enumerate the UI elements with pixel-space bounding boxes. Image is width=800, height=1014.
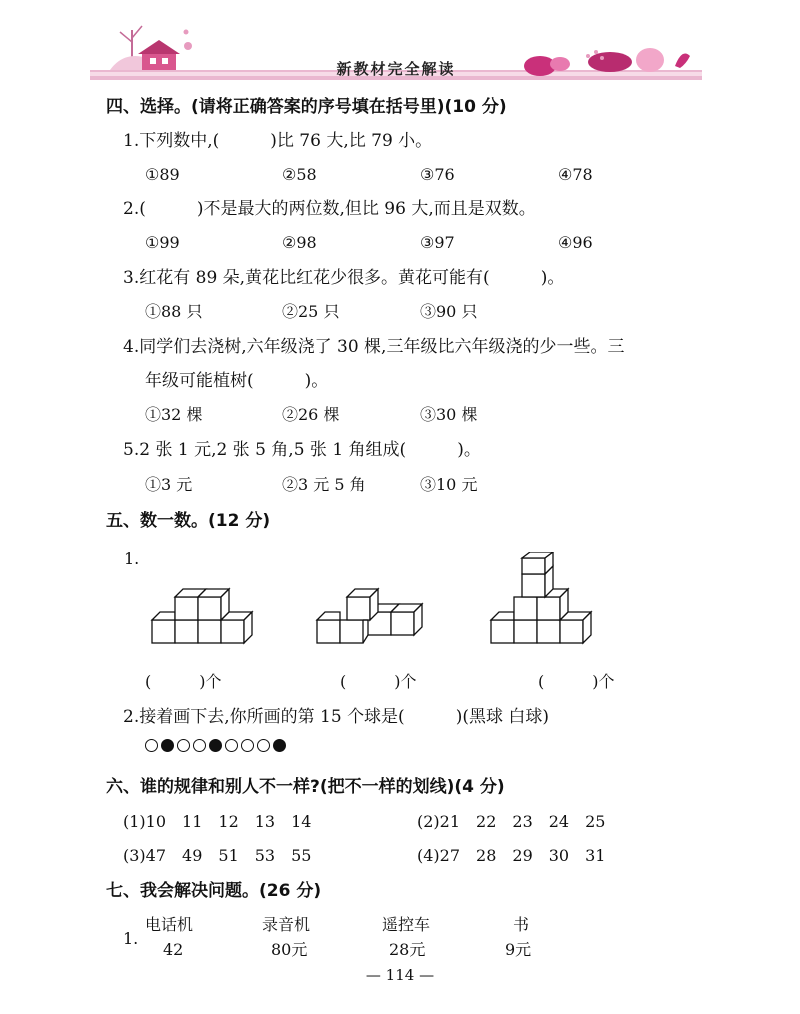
q2-option-1: ①99 bbox=[145, 233, 180, 252]
s5-q2-text: 2.接着画下去,你所画的第 15 个球是( )(黑球 白球) bbox=[123, 707, 549, 727]
q1-option-3: ③76 bbox=[420, 165, 455, 184]
white-ball bbox=[177, 739, 190, 752]
q1-option-2: ②58 bbox=[282, 165, 317, 184]
s5-q1-label: 1. bbox=[124, 549, 140, 568]
white-ball bbox=[241, 739, 254, 752]
pattern-row-2-right: (4)27 28 29 30 31 bbox=[417, 846, 606, 865]
q1-option-1: ①89 bbox=[145, 165, 180, 184]
q2-option-4: ④96 bbox=[558, 233, 593, 252]
q2-option-2: ②98 bbox=[282, 233, 317, 252]
q5-text: 5.2 张 1 元,2 张 5 角,5 张 1 角组成( )。 bbox=[123, 440, 481, 460]
q5-option-2: ②3 元 5 角 bbox=[282, 475, 366, 494]
section6-title: 六、谁的规律和别人不一样?(把不一样的划线)(4 分) bbox=[106, 777, 505, 797]
q2-option-3: ③97 bbox=[420, 233, 455, 252]
white-ball bbox=[225, 739, 238, 752]
pattern-row-1-left: (1)10 11 12 13 14 bbox=[123, 812, 312, 831]
item-name-4: 书 bbox=[513, 915, 530, 934]
cube-answer-1: ( )个 bbox=[145, 672, 222, 691]
cube-figure-1 bbox=[148, 570, 268, 654]
black-ball bbox=[209, 739, 222, 752]
black-ball bbox=[161, 739, 174, 752]
item-price-4: 9元 bbox=[505, 940, 532, 959]
q3-option-3: ③90 只 bbox=[420, 302, 478, 321]
pattern-row-2-left: (3)47 49 51 53 55 bbox=[123, 846, 312, 865]
item-name-3: 遥控车 bbox=[382, 915, 431, 934]
q5-option-3: ③10 元 bbox=[420, 475, 478, 494]
q4-text-line2: 年级可能植树( )。 bbox=[145, 371, 329, 391]
item-price-3: 28元 bbox=[389, 940, 426, 959]
q5-option-1: ①3 元 bbox=[145, 475, 193, 494]
section5-title: 五、数一数。(12 分) bbox=[106, 511, 271, 531]
q4-option-2: ②26 棵 bbox=[282, 405, 340, 424]
header-title: 新教材完全解读 bbox=[336, 60, 456, 78]
ball-sequence bbox=[145, 739, 286, 752]
white-ball bbox=[193, 739, 206, 752]
q4-option-3: ③30 棵 bbox=[420, 405, 478, 424]
q3-text: 3.红花有 89 朵,黄花比红花少很多。黄花可能有( )。 bbox=[123, 268, 565, 288]
cube-answer-3: ( )个 bbox=[538, 672, 615, 691]
q3-option-1: ①88 只 bbox=[145, 302, 203, 321]
header-banner bbox=[90, 12, 702, 82]
s7-q1-label: 1. bbox=[123, 929, 139, 948]
page-number: — 114 — bbox=[365, 966, 435, 984]
black-ball bbox=[273, 739, 286, 752]
item-name-2: 录音机 bbox=[262, 915, 311, 934]
cube-figure-3 bbox=[487, 552, 612, 656]
pattern-row-1-right: (2)21 22 23 24 25 bbox=[417, 812, 606, 831]
q4-option-1: ①32 棵 bbox=[145, 405, 203, 424]
white-ball bbox=[145, 739, 158, 752]
q1-text: 1.下列数中,( )比 76 大,比 79 小。 bbox=[123, 131, 433, 151]
q2-text: 2.( )不是最大的两位数,但比 96 大,而且是双数。 bbox=[123, 199, 536, 219]
q3-option-2: ②25 只 bbox=[282, 302, 340, 321]
q4-text-line1: 4.同学们去浇树,六年级浇了 30 棵,三年级比六年级浇的少一些。三 bbox=[123, 337, 625, 357]
item-price-1: 42 bbox=[163, 940, 184, 959]
q1-option-4: ④78 bbox=[558, 165, 593, 184]
item-price-2: 80元 bbox=[271, 940, 308, 959]
cube-figure-2 bbox=[313, 570, 433, 654]
white-ball bbox=[257, 739, 270, 752]
item-name-1: 电话机 bbox=[145, 915, 194, 934]
cube-answer-2: ( )个 bbox=[340, 672, 417, 691]
section4-title: 四、选择。(请将正确答案的序号填在括号里)(10 分) bbox=[106, 97, 507, 117]
section7-title: 七、我会解决问题。(26 分) bbox=[106, 881, 322, 901]
